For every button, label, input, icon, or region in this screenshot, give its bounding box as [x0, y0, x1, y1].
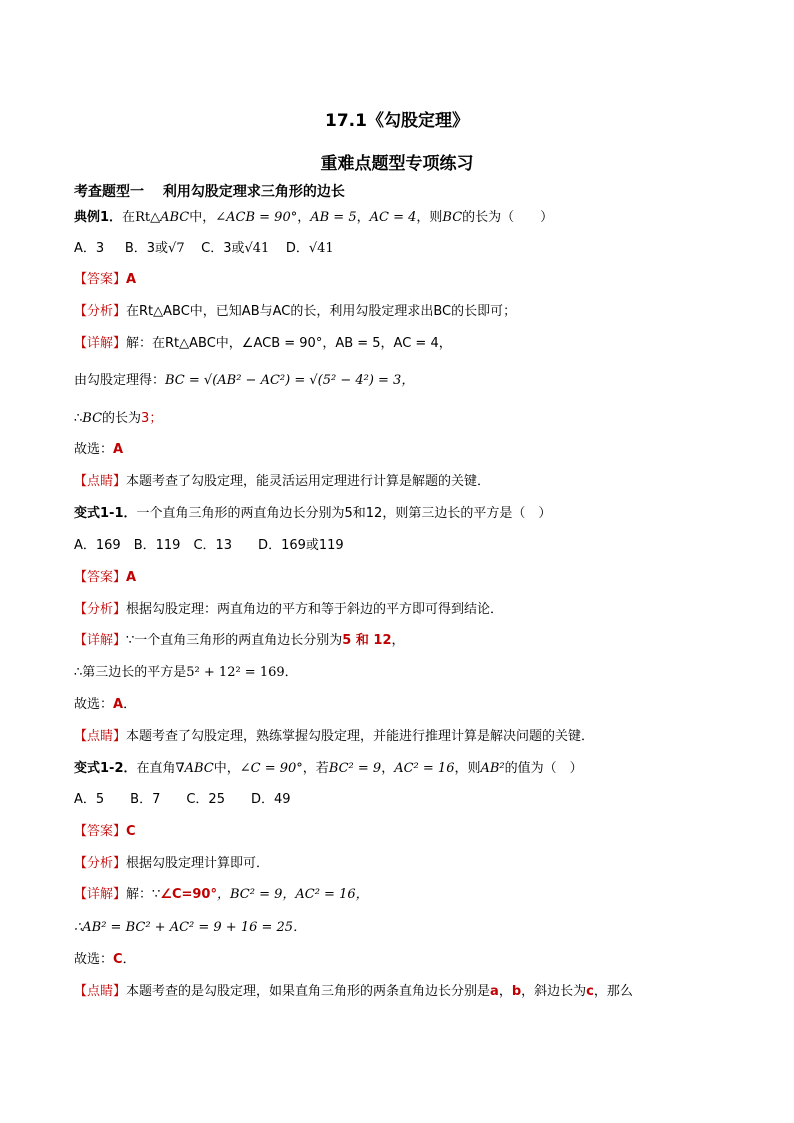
v11-options [74, 537, 344, 555]
text: ， [498, 984, 512, 999]
text: 中， [213, 761, 240, 776]
document-title: 17.1《勾股定理》 [325, 111, 469, 131]
ex1-question [74, 209, 553, 227]
text: Rt [135, 210, 151, 225]
ex1-formula [74, 372, 414, 390]
therefore-symbol: ∴ [74, 411, 83, 426]
analysis-tag: 【分析】 [74, 602, 127, 617]
v11-choose [74, 696, 136, 714]
answer-value: A [126, 272, 137, 287]
math: AB² [480, 761, 505, 776]
text: ． [284, 665, 298, 680]
comment-tag: 【点睛】 [74, 729, 127, 744]
detail-tag: 【详解】 [74, 887, 127, 902]
math: BC [82, 411, 103, 426]
text: 的值为（ ） [504, 761, 583, 776]
v11-answer [74, 569, 136, 587]
comment-text: 本题考查了勾股定理，熟练掌握勾股定理，并能进行推理计算是解决问题的关键． [126, 729, 595, 744]
text: ∵一个直角三角形的两直角边长分别为 [126, 633, 343, 648]
document-subtitle: 重难点题型专项练习 [320, 154, 474, 174]
text: 故选： [74, 697, 114, 712]
text: c [586, 984, 594, 999]
comment-text: 本题考查的是勾股定理，如果直角三角形的两条直角边长分别是 [126, 984, 491, 999]
math: √41 [308, 241, 334, 256]
text: ，若 [302, 761, 329, 776]
formula: BC = √(AB² − AC²) = √(5² − 4²) = 3， [165, 373, 415, 388]
text: ，则 [454, 761, 481, 776]
section-heading: 考查题型一 利用勾股定理求三角形的边长 [74, 184, 345, 200]
text: 故选： [74, 442, 114, 457]
text: a [490, 984, 499, 999]
formula: 5² + 12² = 169 [186, 665, 285, 680]
v12-options [74, 791, 291, 809]
text: ， [391, 633, 405, 648]
answer-tag: 【答案】 [74, 824, 127, 839]
formula: ∴AB² = BC² + AC² = 9 + 16 = 25． [74, 920, 307, 935]
option-b: B．3或 [124, 241, 169, 256]
analysis-tag: 【分析】 [74, 304, 127, 319]
v12-question [74, 760, 583, 778]
detail-tag: 【详解】 [74, 633, 127, 648]
question-text: 一个直角三角形的两直角边长分别为5和12，则第三边长的平方是（ ） [136, 506, 552, 521]
text: 5 和 12 [342, 633, 392, 648]
text: ∴第三边长的平方是 [74, 665, 187, 680]
text: b [511, 984, 522, 999]
math: ∠ACB = 90° [215, 210, 298, 225]
v12-analysis [74, 855, 269, 873]
text: A [113, 697, 124, 712]
math: ∠C = 90° [239, 761, 303, 776]
option-c: C．3或 [201, 241, 245, 256]
math: BC² = 9 [328, 761, 382, 776]
text: 中， [189, 210, 216, 225]
option-a: A．3 [74, 241, 105, 256]
v12-detail [74, 886, 369, 904]
v11-comment [74, 728, 594, 746]
text: 由勾股定理得： [74, 373, 166, 388]
text: 在 [122, 210, 136, 225]
v11-label: 变式1-1． [74, 506, 137, 521]
v12-choose [74, 951, 136, 969]
math: AC = 4 [369, 210, 417, 225]
v12-comment [74, 983, 633, 1001]
answer-value: A [126, 570, 137, 585]
ex1-conclusion [74, 410, 162, 428]
text: ， [381, 761, 395, 776]
ex1-label: 典例1． [74, 210, 123, 225]
text: ． [122, 952, 136, 967]
comment-tag: 【点睛】 [74, 474, 127, 489]
comment-tag: 【点睛】 [74, 984, 127, 999]
text: 的长为 [102, 411, 142, 426]
text: ． [123, 697, 137, 712]
text: ， [356, 210, 370, 225]
v11-analysis [74, 601, 503, 619]
ex1-answer [74, 271, 136, 289]
text: 故选： [74, 952, 114, 967]
text: ，斜边长为 [521, 984, 587, 999]
answer-tag: 【答案】 [74, 570, 127, 585]
math: √7 [168, 241, 185, 256]
math: BC [442, 210, 463, 225]
triangle-symbol: △ [150, 210, 161, 225]
math: ABC [160, 210, 190, 225]
math: AC² = 16 [394, 761, 455, 776]
v11-detail [74, 632, 405, 650]
ex1-detail [74, 335, 452, 353]
text: ， [297, 210, 311, 225]
ex1-comment [74, 473, 490, 491]
text: C [113, 952, 123, 967]
text: ，那么 [593, 984, 633, 999]
text: A [113, 442, 124, 457]
v12-conclusion [74, 919, 306, 937]
analysis-tag: 【分析】 [74, 856, 127, 871]
detail-text: 解：在Rt△ABC中，∠ACB = 90°，AB = 5，AC = 4， [126, 336, 452, 351]
v11-conclusion [74, 664, 298, 682]
text: ∠C=90° [160, 887, 217, 902]
options-text: A．169 B．119 C．13 D．169或119 [74, 538, 344, 553]
math: AB = 5 [310, 210, 357, 225]
answer-tag: 【答案】 [74, 272, 127, 287]
text: 在直角 [136, 761, 176, 776]
ex1-analysis [74, 303, 516, 321]
text: 解：∵ [126, 887, 161, 902]
analysis-text: 在Rt△ABC中，已知AB与AC的长，利用勾股定理求出BC的长即可； [126, 304, 517, 319]
answer-value: C [126, 824, 136, 839]
option-d: D． [285, 241, 309, 256]
text: 的长为（ ） [462, 210, 554, 225]
math: ，BC² = 9，AC² = 16， [216, 887, 369, 902]
comment-text: 本题考查了勾股定理，能灵活运用定理进行计算是解题的关键． [126, 474, 491, 489]
ex1-choose [74, 441, 123, 459]
text: 3； [141, 411, 163, 426]
math: √41 [244, 241, 270, 256]
detail-tag: 【详解】 [74, 336, 127, 351]
text: ，则 [416, 210, 443, 225]
v12-answer [74, 823, 136, 841]
analysis-text: 根据勾股定理：两直角边的平方和等于斜边的平方即可得到结论． [126, 602, 504, 617]
ex1-options [74, 240, 334, 258]
v12-label: 变式1-2． [74, 761, 137, 776]
analysis-text: 根据勾股定理计算即可． [126, 856, 270, 871]
math: ∇ABC [175, 761, 214, 776]
options-text: A．5 B．7 C．25 D．49 [74, 792, 291, 807]
v11-question [74, 505, 551, 523]
